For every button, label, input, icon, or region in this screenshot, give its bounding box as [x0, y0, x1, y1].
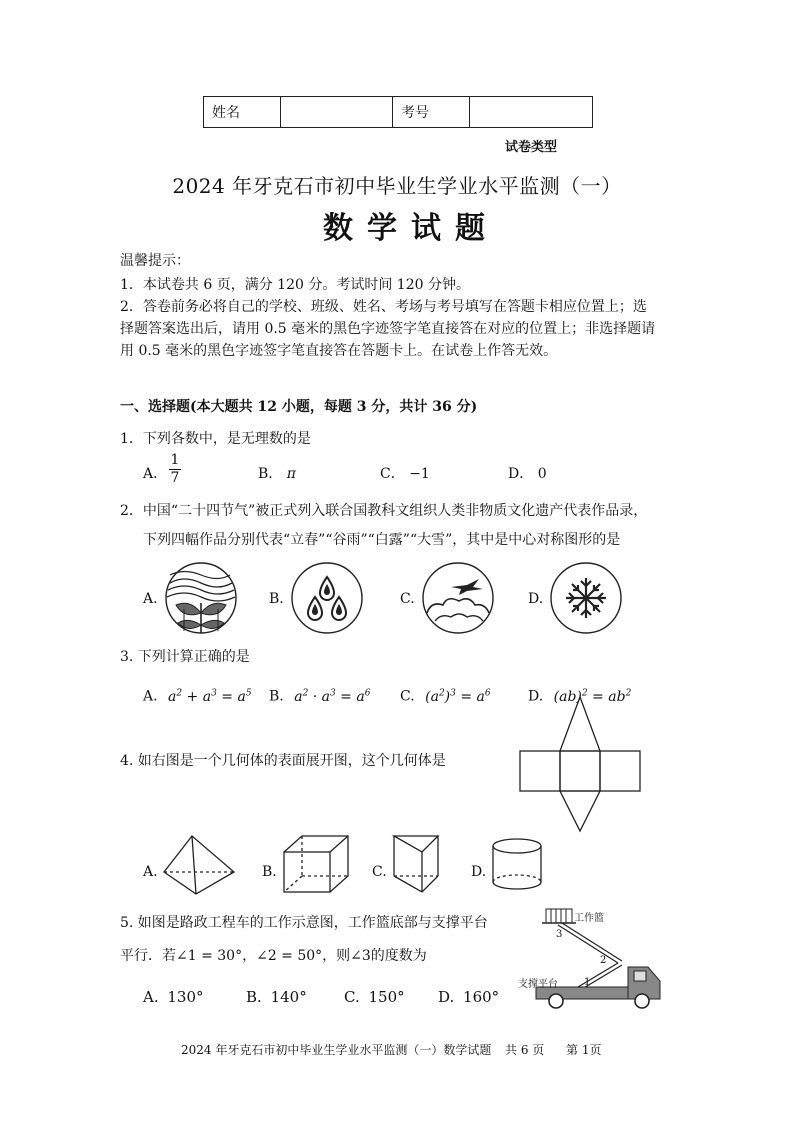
- q5-a-label: A.: [143, 988, 159, 1006]
- q3-d-formula: $(ab)^2 = ab^2$: [553, 688, 632, 705]
- tips-item-2-line-3: 用 0.5 毫米的黑色字迹签字笔直接答在答题卡上。在试卷上作答无效。: [120, 343, 558, 359]
- q1-a-numerator: 1: [170, 452, 180, 468]
- q5-stem-line-1: 5. 如图是路政工程车的工作示意图，工作篮底部与支撑平台: [120, 915, 488, 931]
- q3-a-label: A.: [143, 688, 158, 705]
- tips-item-2-line-1: 2．答卷前务必将自己的学校、班级、姓名、考场与考号填写在答题卡相应位置上；选: [120, 299, 647, 315]
- tips-heading: 温馨提示：: [120, 253, 190, 269]
- q5-option-c[interactable]: [344, 988, 405, 1006]
- q3-c-formula: $(a^2)^3 = a^6$: [425, 688, 491, 705]
- q3-option-c[interactable]: [400, 682, 491, 708]
- q5-angle-1: 1: [584, 977, 591, 988]
- q5-angle-2: 2: [600, 955, 607, 966]
- q2-c-label[interactable]: C.: [400, 591, 415, 607]
- q1-b-label: B．: [258, 466, 283, 482]
- id-field[interactable]: [470, 97, 593, 128]
- q2-c-dew-image: [421, 561, 495, 635]
- q4-b-label[interactable]: B.: [262, 864, 277, 880]
- paper-type-label: 试卷类型: [505, 140, 558, 155]
- q3-option-a[interactable]: [143, 682, 252, 708]
- q1-c-label: C．: [380, 466, 405, 482]
- q1-d-value: 0: [537, 466, 547, 482]
- q1-a-denominator: 7: [170, 470, 180, 486]
- q1-option-d[interactable]: [508, 463, 547, 485]
- q4-b-cube-image: [280, 832, 360, 894]
- q5-c-label: C.: [344, 988, 360, 1006]
- q2-b-rain-image: [290, 561, 364, 635]
- q3-a-formula: $a^2 + a^3 = a^5$: [168, 688, 252, 705]
- q4-d-cylinder-image: [490, 836, 546, 894]
- q2-stem-line-1: 2．中国“二十四节气”被正式列入联合国教科文组织人类非物质文化遗产代表作品录，: [120, 503, 648, 519]
- q3-d-label: D.: [528, 688, 544, 705]
- q1-option-a[interactable]: [143, 463, 167, 485]
- q5-d-label: D.: [438, 988, 455, 1006]
- section-1-heading: 一、选择题(本大题共 12 小题，每题 3 分，共计 36 分): [120, 399, 478, 415]
- footer-total-pages: 共 6 页: [505, 1043, 545, 1057]
- q5-c-value: 150°: [368, 988, 405, 1006]
- footer-title: 2024 年牙克石市初中毕业生学业水平监测（一）数学试题: [181, 1043, 492, 1057]
- q4-net-diagram: [518, 695, 658, 835]
- q5-option-d[interactable]: [438, 988, 499, 1006]
- name-label: 姓名: [204, 97, 281, 128]
- q5-stem-line-2: 平行．若∠1 = 30°，∠2 = 50°，则∠3的度数为: [120, 948, 427, 964]
- exam-title: 2024 年牙克石市初中毕业生学业水平监测（一）: [172, 174, 622, 198]
- q2-a-label[interactable]: A.: [143, 591, 158, 607]
- q1-stem: 1．下列各数中，是无理数的是: [120, 431, 311, 447]
- q2-d-snow-image: [549, 561, 623, 635]
- id-label: 考号: [393, 97, 470, 128]
- q5-d-value: 160°: [463, 988, 500, 1006]
- q5-option-a[interactable]: [143, 988, 204, 1006]
- q5-truck-diagram: [518, 905, 668, 1020]
- q2-b-label[interactable]: B.: [269, 591, 284, 607]
- q4-a-label[interactable]: A.: [143, 864, 158, 880]
- q5-basket-label: 工作篮: [574, 913, 604, 924]
- q1-c-value: −1: [409, 466, 430, 482]
- name-field[interactable]: [281, 97, 393, 128]
- q4-a-pyramid-image: [162, 832, 242, 902]
- q5-b-label: B.: [246, 988, 262, 1006]
- q5-angle-3: 3: [556, 929, 563, 940]
- q5-platform-label: 支撑平台: [518, 979, 558, 990]
- q1-b-value: π: [286, 466, 296, 482]
- q3-b-formula: $a^2 \cdot a^3 = a^6$: [294, 688, 371, 705]
- q3-stem: 3. 下列计算正确的是: [120, 649, 250, 665]
- q1-option-b[interactable]: [258, 463, 296, 485]
- q4-c-prism-image: [392, 832, 452, 894]
- tips-item-1: 1．本试卷共 6 页，满分 120 分。考试时间 120 分钟。: [120, 277, 470, 293]
- q2-d-label[interactable]: D.: [528, 591, 544, 607]
- q5-option-b[interactable]: [246, 988, 307, 1006]
- q4-stem: 4. 如右图是一个几何体的表面展开图，这个几何体是: [120, 753, 446, 769]
- q3-b-label: B.: [269, 688, 284, 705]
- tips-item-2-line-2: 择题答案选出后，请用 0.5 毫米的黑色字迹签字笔直接答在对应的位置上；非选择题请: [120, 321, 656, 337]
- q3-c-label: C.: [400, 688, 415, 705]
- q4-d-label[interactable]: D.: [471, 864, 487, 880]
- q3-option-b[interactable]: [269, 682, 370, 708]
- student-info-table: [203, 96, 593, 128]
- q1-a-fraction: [169, 452, 181, 487]
- q5-a-value: 130°: [167, 988, 204, 1006]
- q2-a-spring-image: [164, 561, 238, 635]
- q1-option-c[interactable]: [380, 463, 430, 485]
- q2-stem-line-2: 下列四幅作品分别代表“立春”“谷雨”“白露”“大雪”，其中是中心对称图形的是: [143, 532, 621, 548]
- subject-title: 数学试题: [323, 211, 499, 246]
- q4-c-label[interactable]: C.: [372, 864, 387, 880]
- q1-d-label: D．: [508, 466, 534, 482]
- footer-page-number: 第 1页: [566, 1043, 602, 1057]
- q1-a-label: A．: [143, 466, 168, 482]
- q5-b-value: 140°: [270, 988, 307, 1006]
